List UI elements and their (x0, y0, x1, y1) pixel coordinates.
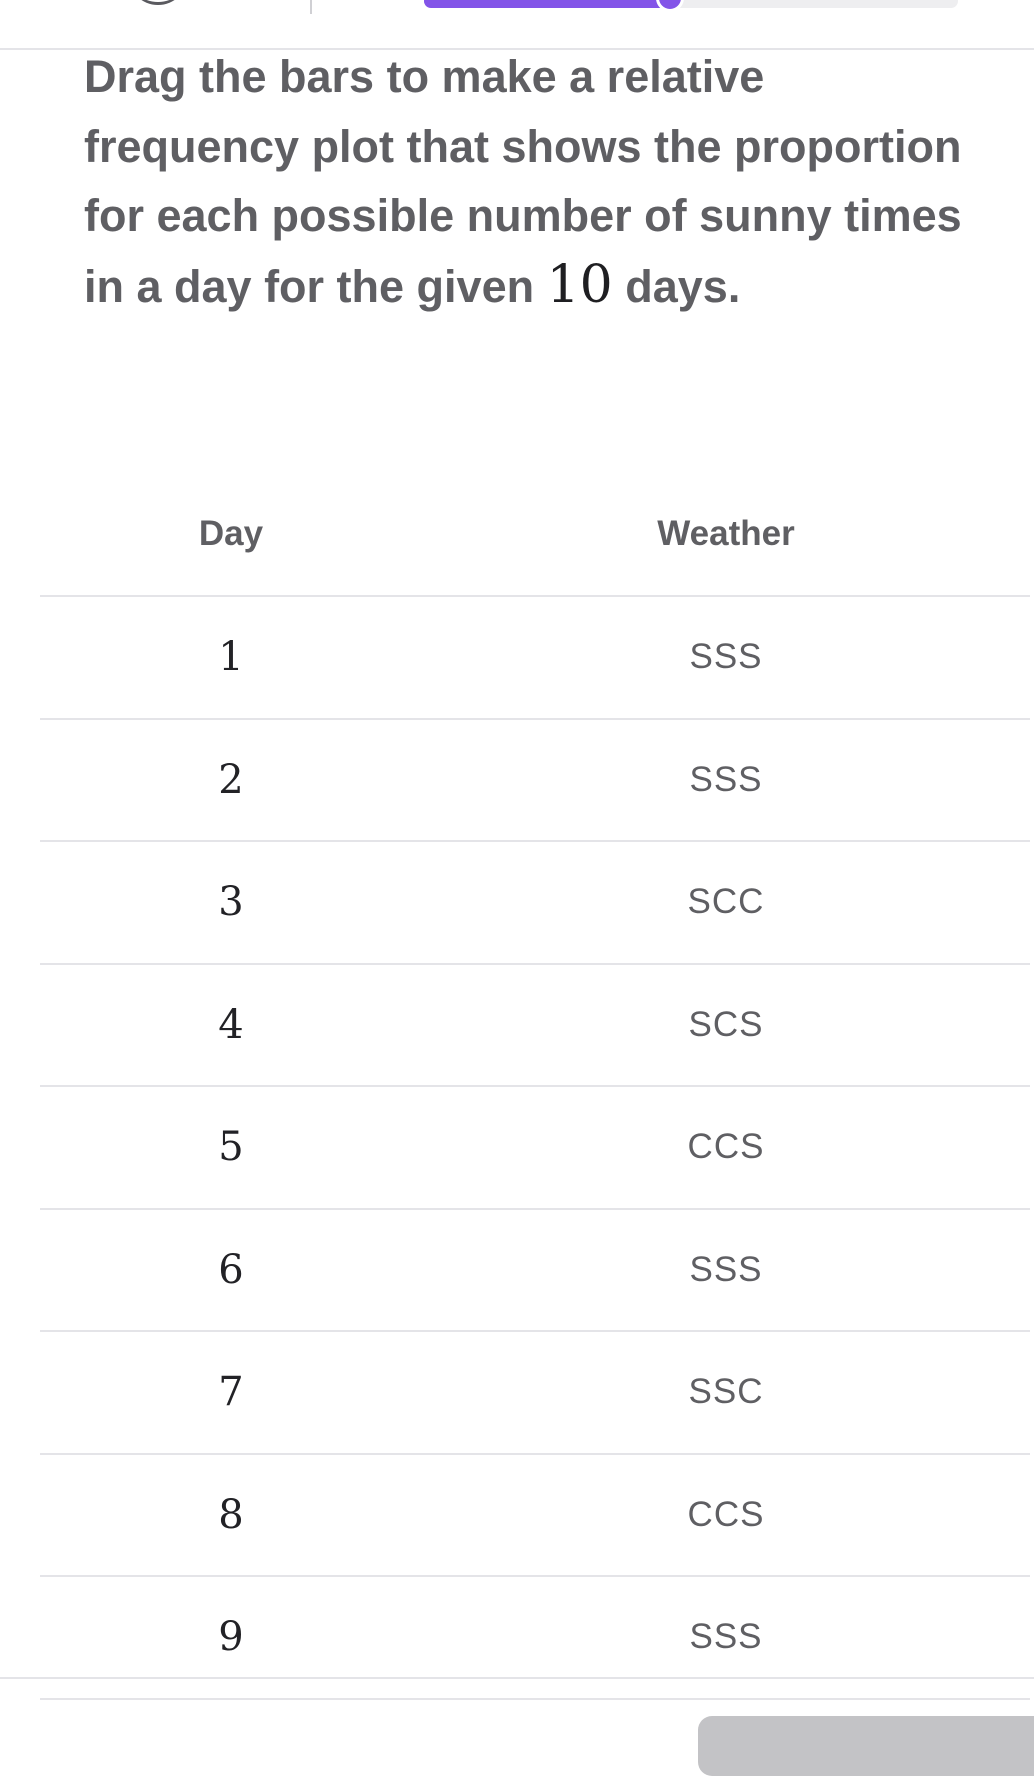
table-row (40, 964, 1030, 1087)
progress-indicator (656, 0, 684, 12)
table-row (40, 719, 1030, 842)
column-header-day: Day (40, 474, 422, 596)
table-row (40, 1576, 1030, 1699)
table-row (40, 1086, 1030, 1209)
header-divider (310, 0, 312, 14)
progress-bar (424, 0, 958, 8)
weather-cell: SSS (422, 1576, 1030, 1699)
day-cell: 7 (40, 1331, 422, 1454)
column-header-weather: Weather (422, 474, 1030, 596)
table-row (40, 1209, 1030, 1332)
table-row (40, 596, 1030, 719)
question-number: 10 (546, 254, 613, 315)
footer-divider (0, 1677, 1034, 1679)
day-cell: 2 (40, 719, 422, 842)
day-cell: 3 (40, 841, 422, 964)
weather-table (40, 474, 1030, 1700)
weather-cell: CCS (422, 1454, 1030, 1577)
weather-cell: SSS (422, 1209, 1030, 1332)
table-row (40, 1454, 1030, 1577)
weather-cell: SCS (422, 964, 1030, 1087)
weather-cell: SCC (422, 841, 1030, 964)
table-row (40, 1331, 1030, 1454)
close-icon[interactable] (128, 0, 188, 5)
question-suffix: days. (612, 260, 741, 312)
weather-cell: SSS (422, 596, 1030, 719)
weather-cell: SSC (422, 1331, 1030, 1454)
day-cell: 5 (40, 1086, 422, 1209)
day-cell: 9 (40, 1576, 422, 1699)
check-button[interactable] (698, 1716, 1034, 1776)
table-row (40, 841, 1030, 964)
day-cell: 6 (40, 1209, 422, 1332)
weather-cell: CCS (422, 1086, 1030, 1209)
table-header-row (40, 474, 1030, 596)
question-text: Drag the bars to make a relative frequency plot that shows the proportion for each possible number of sunny times in a day for the given (84, 51, 962, 312)
day-cell: 4 (40, 964, 422, 1087)
day-cell: 8 (40, 1454, 422, 1577)
weather-cell: SSS (422, 719, 1030, 842)
question-prompt (84, 42, 964, 321)
progress-fill (424, 0, 670, 8)
day-cell: 1 (40, 596, 422, 719)
